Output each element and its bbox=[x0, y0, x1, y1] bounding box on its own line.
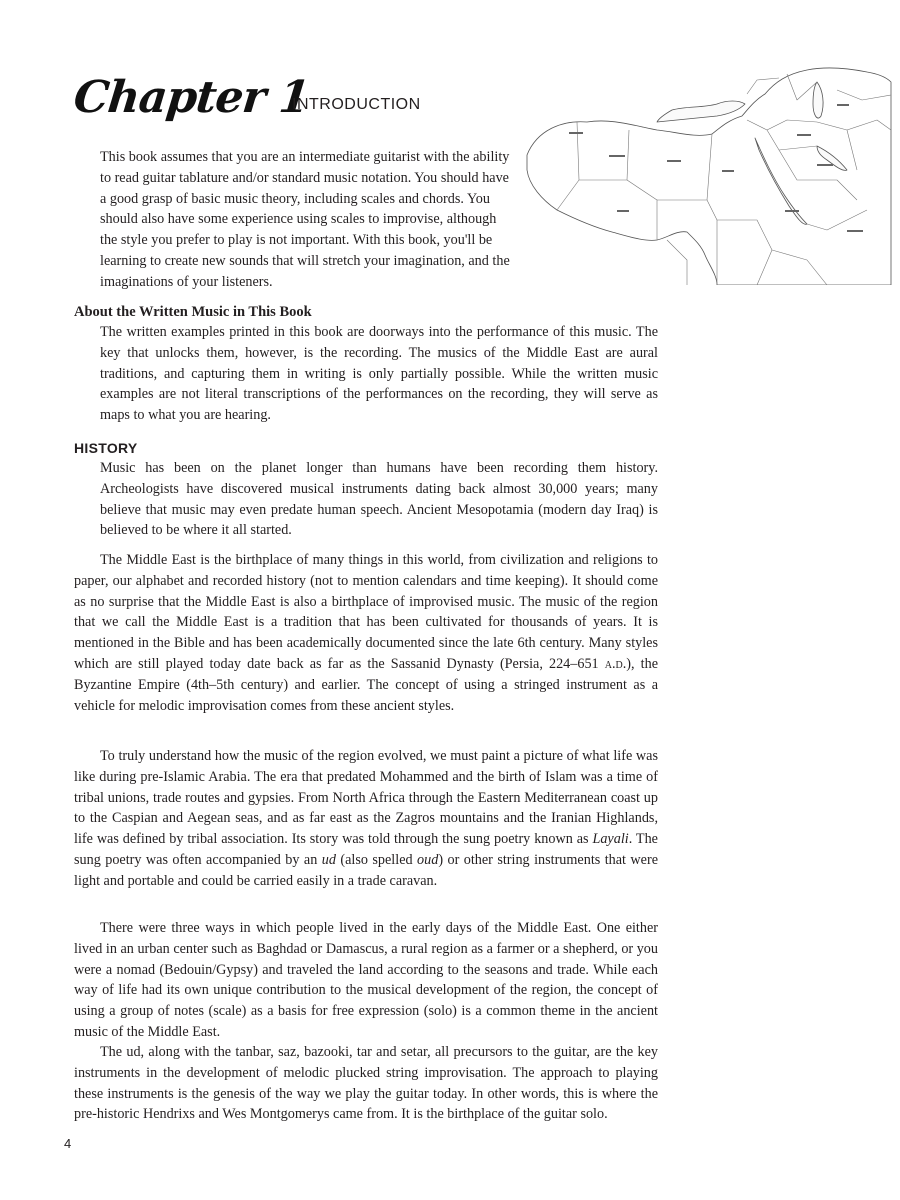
middle-east-map-illustration bbox=[517, 60, 892, 285]
intro-paragraph: This book assumes that you are an intermediate guitarist with the ability to read guitar tablature and/or standard music notation. You should have a good grasp of basic music theory, including scales and chords. You should also have some experience using scales to improvise, although the style you prefer to play is not important. With this book, you'll be learning to create new sounds that will stretch your imagination, and the imaginations of your listeners. bbox=[100, 149, 510, 290]
map-sea bbox=[657, 101, 745, 122]
written-music-paragraph: The written examples printed in this book are doorways into the performance of this music. The key that unlocks them, however, is the recording. The musics of the Middle East are aural traditions, and capturing them in writing is only partially possible. While the written music examples are not literal transcriptions of the performances on the recording, they will serve as maps to what you are hearing. bbox=[100, 324, 658, 424]
section-heading-written-music: About the Written Music in This Book bbox=[74, 304, 312, 320]
section-heading-history: HISTORY bbox=[74, 440, 138, 456]
history-paragraph-4: There were three ways in which people lived in the early days of the Middle East. One either lived in an urban center such as Baghdad or Damascus, a rural region as a farmer or a shepherd, or you were a nomad (Bedouin/Gypsy) and traveled the land according to the seasons and trade. While each way of life had its own unique contribution to the musical development of the region, the concept of using a group of notes (scale) as a basis for free expression (solo) is a common theme in the ancient music of the Middle East. bbox=[74, 920, 658, 1040]
chapter-subtitle: INTRODUCTION bbox=[292, 96, 421, 113]
chapter-title: Chapter 1 bbox=[71, 72, 312, 123]
history-paragraph-1: Music has been on the planet longer than humans have been recording them history. Archeologists have discovered musical instruments dating back almost 30,000 years; many believe that music may even predate human speech. Ancient Mesopotamia (modern day Iraq) is believed to be where it all started. bbox=[100, 460, 658, 539]
history-paragraph-5: The ud, along with the tanbar, saz, bazooki, tar and setar, all precursors to the guitar, are the key instruments in the development of melodic plucked string improvisation. The approach to playing these instruments is the genesis of the way we play the guitar today. In other words, this is where the pre-historic Hendrixs and Wes Montgomerys came from. It is the birthplace of the guitar solo. bbox=[74, 1044, 658, 1123]
history-paragraph-3: To truly understand how the music of the region evolved, we must paint a picture of what life was like during pre-Islamic Arabia. The era that predated Mohammed and the birth of Islam was a time of tribal unions, trade routes and gypsies. From North Africa through the Eastern Mediterranean coast up to the Caspian and Aegean seas, and as far east as the Zagros mountains and the Iranian Highlands, life was defined by tribal association. Its story was told through the sung poetry known as Layali. The sung poetry was often accompanied by an ud (also spelled oud) or other string instruments that were light and portable and could be carried easily in a trade caravan. bbox=[74, 748, 658, 889]
history-paragraph-2: The Middle East is the birthplace of many things in this world, from civilization and religions to paper, our alphabet and recorded history (not to mention calendars and time keeping). It should come as no surprise that the Middle East is also a birthplace of improvised music. The music of the region that we call the Middle East is a tradition that has been cultivated for thousands of years. It is mentioned in the Bible and has been academically documented since the late 6th century. Many styles which are still played today date back as far as the Sassanid Dynasty (Persia, 224–651 a.d.), the Byzantine Empire (4th–5th century) and earlier. The concept of using a stringed instrument as a vehicle for melodic improvisation comes from these ancient styles. bbox=[74, 552, 658, 714]
page-number: 4 bbox=[64, 1136, 72, 1151]
